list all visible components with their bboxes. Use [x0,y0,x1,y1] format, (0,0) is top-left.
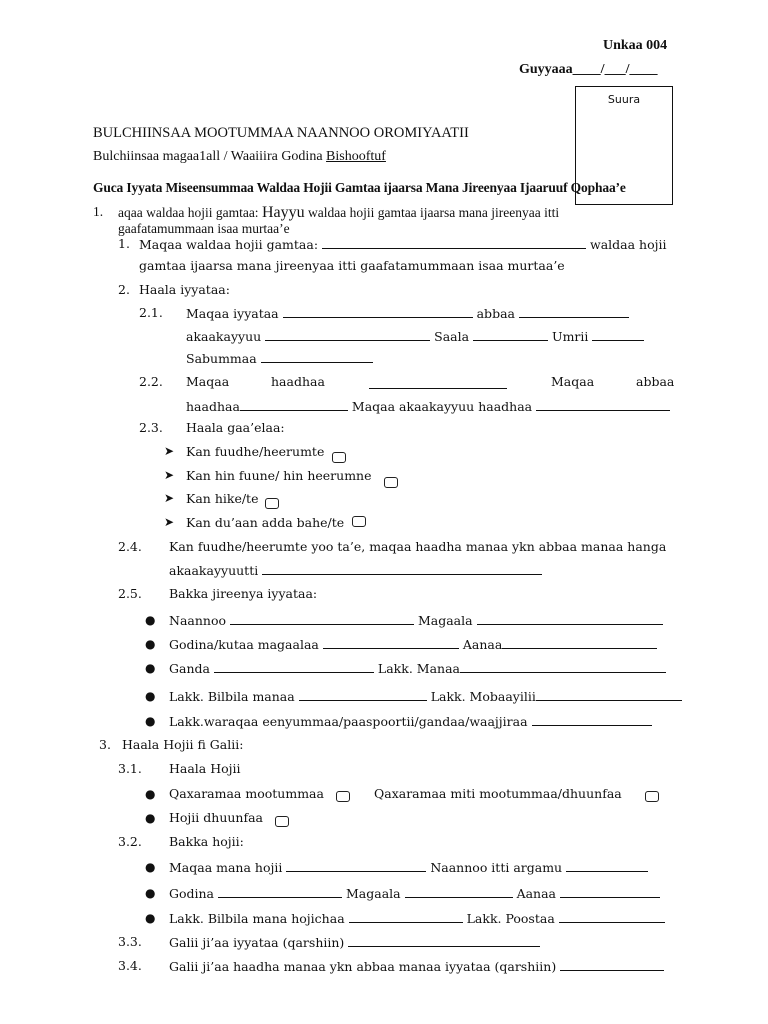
s34-row [169,958,664,974]
s22-w6: Maqaa akaakayyuu haadhaa [351,399,533,414]
marital-married-checkbox[interactable] [332,452,346,463]
bullet-icon: ● [145,714,156,728]
s24-spouse-field[interactable] [262,562,542,575]
sec1-line1c: waldaa hojii gamtaa ijaarsa mana jireenyaa itti [307,205,560,220]
s22-w5: haadhaa [186,399,240,414]
item1-label: Maqaa waldaa hojii gamtaa: [139,237,319,252]
bullet-icon: ● [145,886,156,900]
sec1-line2: gaafatamummaan isaa murtaa’e [118,221,290,236]
s33-num: 3.3. [118,934,142,949]
bullet-icon: ● [145,787,156,801]
s25-row2 [169,636,657,652]
employment-private-checkbox[interactable] [645,791,659,802]
s25-r1a: Naannoo [169,613,226,628]
s25-district-field[interactable] [502,636,657,649]
s32-row1 [169,859,648,875]
item1-row [139,236,666,252]
s25-zone-field[interactable] [323,636,459,649]
s32-r3a: Lakk. Bilbila mana hojichaa [169,911,345,926]
s25-r4b: Lakk. Mobaayilii [430,689,536,704]
marital-widowed-checkbox[interactable] [352,516,366,527]
s31-opt3: Hojii dhuunfaa [169,810,264,825]
s23-label: Haala gaa’elaa: [186,420,285,435]
s22-field1[interactable] [369,374,507,393]
s33-row [169,934,540,950]
s32-r2c: Aanaa [516,886,556,901]
s25-r3a: Ganda [169,661,210,676]
org-title: BULCHIINSAA MOOTUMMAA NAANNOO OROMIYAATII [93,125,469,141]
s32-city-field[interactable] [405,885,513,898]
s25-r2b: Aanaa [462,637,503,652]
bullet-icon: ● [145,811,156,825]
s21-grandfather-label: akaakayyuu [186,329,262,344]
date-field[interactable]: Guyyaaa____/___/____ [519,62,658,77]
s31-num: 3.1. [118,761,142,776]
s25-city-field[interactable] [477,612,663,625]
s22-mother-field[interactable] [369,376,507,389]
s22-w2: haadhaa [271,374,325,389]
employment-government-checkbox[interactable] [336,791,350,802]
s25-row3 [169,660,666,676]
item1-cont: gamtaa ijaarsa mana jireenyaa itti gaafatamummaan isaa murtaa’e [139,258,565,273]
s25-r2a: Godina/kutaa magaalaa [169,637,319,652]
item1-tail: waldaa hojii [590,237,667,252]
s21-age-label: Umrii [552,329,589,344]
bullet-icon: ● [145,613,156,627]
s21-nationality-label: Sabummaa [186,351,257,366]
sec3-label: Haala Hojii fi Galii: [122,737,244,752]
arrow-bullet-icon: ➤ [164,468,175,482]
s25-row1 [169,612,663,628]
s23-num: 2.3. [139,420,163,435]
s21-gender-label: Saala [434,329,470,344]
item1-field[interactable] [322,236,586,249]
s22-w1: Maqaa [186,374,230,389]
s21-age-field[interactable] [592,328,644,341]
s21-grandfather-field[interactable] [265,328,430,341]
sec1-num: 1. [93,204,104,219]
s21-row3 [186,350,373,366]
org-subtitle-city: Bishooftuf [326,149,386,164]
s22-mother-father-field[interactable] [240,398,348,411]
s25-id-field[interactable] [532,713,652,726]
s32-r1a: Maqaa mana hojii [169,860,283,875]
employment-self-checkbox[interactable] [275,816,289,827]
s32-r1b: Naannoo itti argamu [430,860,563,875]
s32-zone-field[interactable] [218,885,342,898]
s25-region-field[interactable] [230,612,414,625]
bullet-icon: ● [145,637,156,651]
bullet-icon: ● [145,661,156,675]
s25-row4 [169,688,682,704]
s21-gender-field[interactable] [473,328,548,341]
s21-row1 [186,305,629,321]
s21-father-label: abbaa [476,306,515,321]
s22-row2 [186,398,670,414]
s25-r3b: Lakk. Manaa [377,661,460,676]
s24-cont: akaakayyuutti [169,563,259,578]
s25-label: Bakka jireenya iyyataa: [169,586,318,601]
bullet-icon: ● [145,860,156,874]
sec1-line1 [118,204,559,222]
s25-kebele-field[interactable] [214,660,374,673]
s33-income-field[interactable] [348,934,540,947]
arrow-bullet-icon: ➤ [164,444,175,458]
bullet-icon: ● [145,911,156,925]
s32-label: Bakka hojii: [169,834,244,849]
item1-num: 1. [118,236,130,251]
org-subtitle [93,149,386,165]
s25-house-number-field[interactable] [460,660,666,673]
marital-option-label: Kan du’aan adda bahe/te [186,515,345,530]
s24-num: 2.4. [118,539,142,554]
item2-label: Haala iyyataa: [139,282,230,297]
s21-num: 2.1. [139,305,163,320]
s34-label: Galii ji’aa haadha manaa ykn abbaa manaa iyyataa (qarshiin) [169,959,557,974]
marital-option-label: Kan fuudhe/heerumte [186,444,325,459]
s32-district-field[interactable] [560,885,660,898]
item2-num: 2. [118,282,130,297]
s32-r3b: Lakk. Poostaa [466,911,555,926]
s25-num: 2.5. [118,586,142,601]
marital-divorced-checkbox[interactable] [265,498,279,509]
s34-spouse-income-field[interactable] [560,958,664,971]
s25-r4a: Lakk. Bilbila manaa [169,689,295,704]
s31-opt1: Qaxaramaa mootummaa [169,786,324,801]
s32-row3 [169,910,665,926]
arrow-bullet-icon: ➤ [164,491,175,505]
marital-single-checkbox[interactable] [384,477,398,488]
marital-option-label: Kan hike/te [186,491,259,506]
s22-w3: Maqaa [551,374,595,389]
s21-row2 [186,328,644,344]
s31-opt2: Qaxaramaa miti mootummaa/dhuunfaa [374,786,622,801]
s32-office-field[interactable] [286,859,426,872]
s25-home-phone-field[interactable] [299,688,427,701]
s32-po-box-field[interactable] [559,910,665,923]
s32-office-phone-field[interactable] [349,910,463,923]
s22-num: 2.2. [139,374,163,389]
s22-mother-grandfather-field[interactable] [536,398,670,411]
photo-label: Suura [607,93,641,106]
form-number: Unkaa 004 [603,38,668,53]
s31-label: Haala Hojii [169,761,241,776]
s24-row2 [169,562,542,578]
s32-r2b: Magaala [345,886,401,901]
s32-r2a: Godina [169,886,215,901]
sec1-line1b: Hayyu [261,204,305,221]
s32-num: 3.2. [118,834,142,849]
sec3-num: 3. [99,737,111,752]
s32-office-region-field[interactable] [566,859,648,872]
s24-text: Kan fuudhe/heerumte yoo ta’e, maqaa haadha manaa ykn abbaa manaa hanga [169,539,667,554]
s21-nationality-field[interactable] [261,350,373,363]
s25-row5 [169,713,652,729]
s21-father-field[interactable] [519,305,629,318]
bullet-icon: ● [145,689,156,703]
s32-row2 [169,885,660,901]
s25-mobile-field[interactable] [536,688,682,701]
s21-name-label: Maqaa iyyataa [186,306,279,321]
s21-name-field[interactable] [283,305,473,318]
s34-num: 3.4. [118,958,142,973]
s22-w4: abbaa [636,374,675,389]
marital-option-label: Kan hin fuune/ hin heerumne [186,468,372,483]
sec1-line1a: aqaa waldaa hojii gamtaa: [118,205,259,220]
s25-r1b: Magaala [417,613,473,628]
arrow-bullet-icon: ➤ [164,515,175,529]
org-subtitle-prefix: Bulchiinsaa magaa1all / Waaiiira Godina [93,149,323,164]
s33-label: Galii ji’aa iyyataa (qarshiin) [169,935,345,950]
s25-r5: Lakk.waraqaa eenyummaa/paaspoortii/gandaa/waajjiraa [169,714,528,729]
form-title: Guca Iyyata Miseensummaa Waldaa Hojii Gamtaa ijaarsa Mana Jireenyaa Ijaaruuf Qophaa’e [93,180,626,195]
